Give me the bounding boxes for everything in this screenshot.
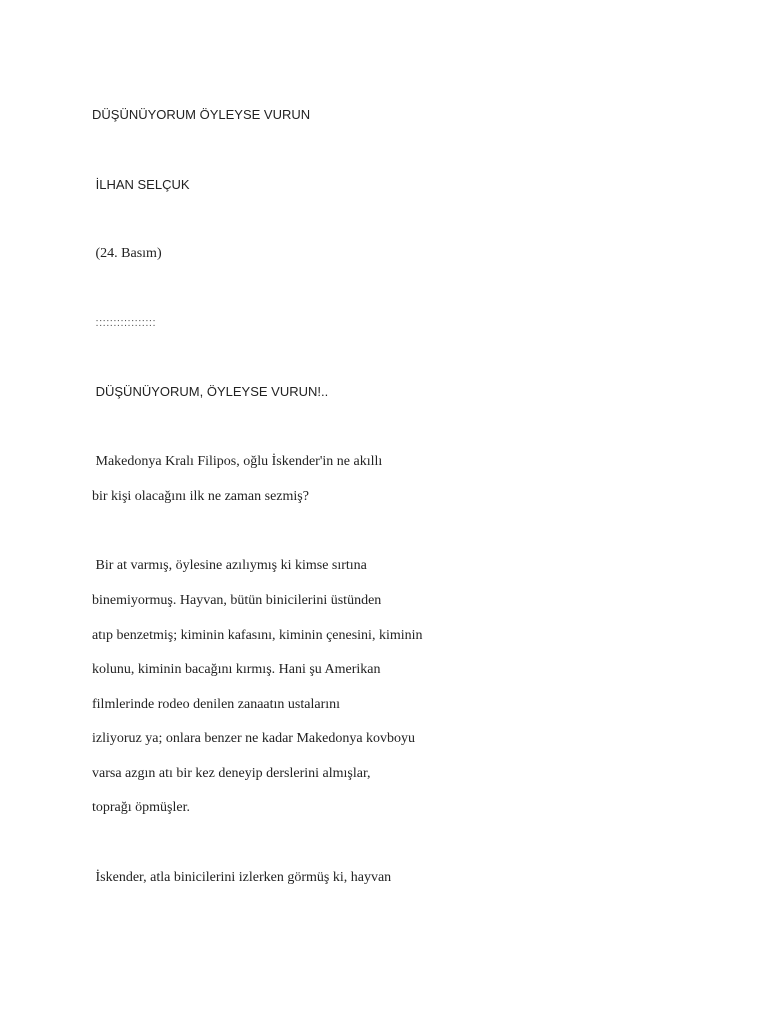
paragraph-line: varsa azgın atı bir kez deneyip derslerini almışlar,: [92, 766, 371, 781]
paragraph-line: Makedonya Kralı Filipos, oğlu İskender'in ne akıllı: [92, 454, 383, 469]
edition-note: (24. Basım): [92, 246, 162, 261]
separator-dots: :::::::::::::::::: [92, 317, 157, 329]
paragraph-line: toprağı öpmüşler.: [92, 800, 190, 815]
author-name: İLHAN SELÇUK: [92, 177, 190, 192]
paragraph-line: izliyoruz ya; onlara benzer ne kadar Makedonya kovboyu: [92, 731, 416, 746]
paragraph-line: binemiyormuş. Hayvan, bütün binicilerini üstünden: [92, 593, 382, 608]
paragraph-line: Bir at varmış, öylesine azılıymış ki kimse sırtına: [92, 558, 367, 573]
paragraph-line: İskender, atla binicilerini izlerken görmüş ki, hayvan: [92, 870, 392, 885]
paragraph-line: bir kişi olacağını ilk ne zaman sezmiş?: [92, 489, 309, 504]
paragraph-line: atıp benzetmiş; kiminin kafasını, kiminin çenesini, kiminin: [92, 628, 423, 643]
section-heading: DÜŞÜNÜYORUM, ÖYLEYSE VURUN!..: [92, 384, 329, 399]
paragraph-line: filmlerinde rodeo denilen zanaatın ustalarını: [92, 697, 341, 712]
book-title: DÜŞÜNÜYORUM ÖYLEYSE VURUN: [92, 107, 311, 122]
paragraph-line: kolunu, kiminin bacağını kırmış. Hani şu Amerikan: [92, 662, 381, 677]
